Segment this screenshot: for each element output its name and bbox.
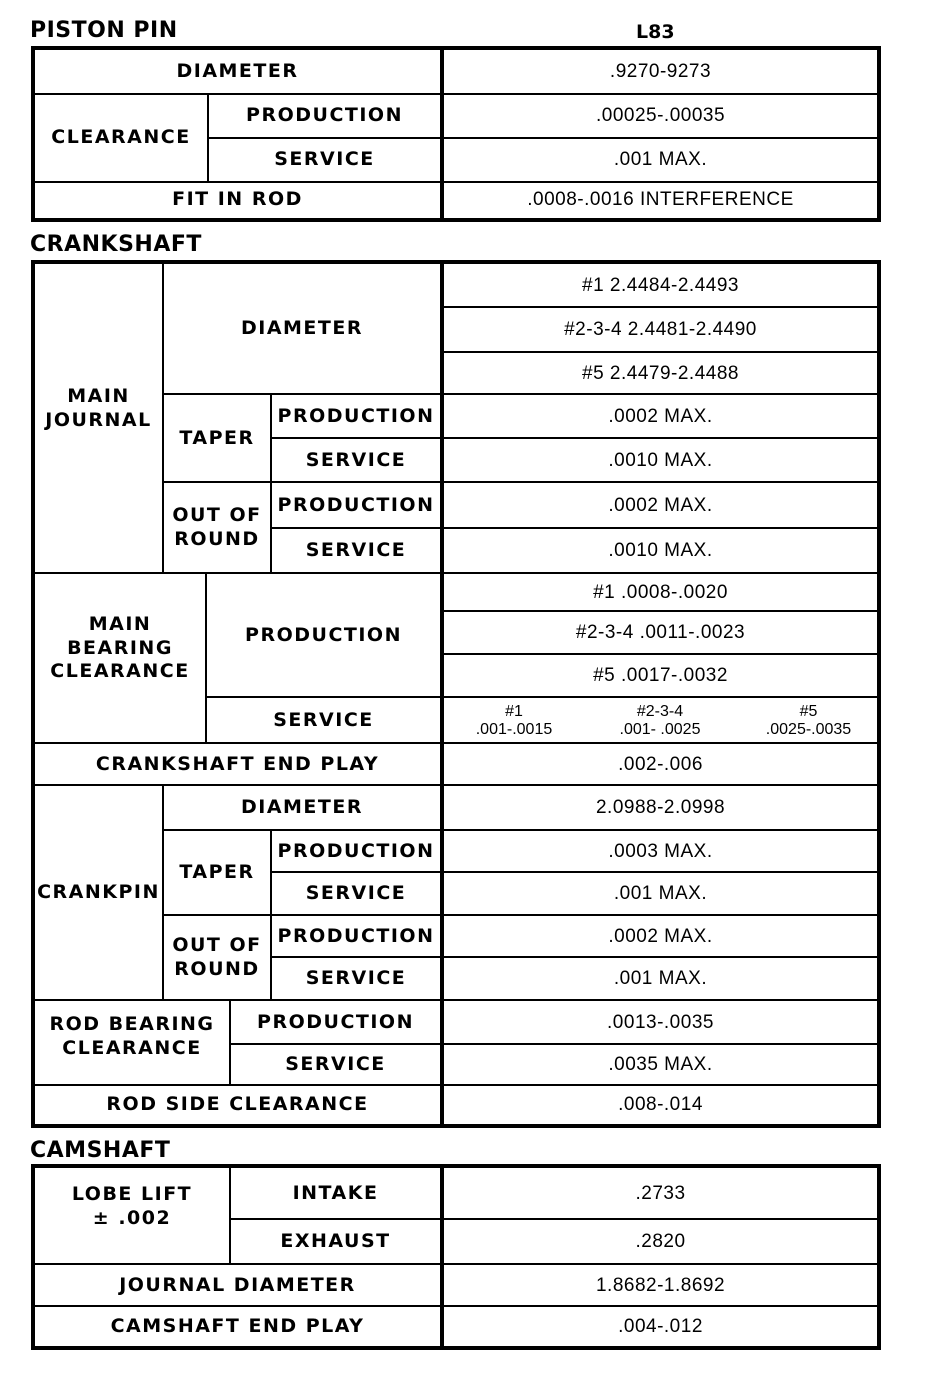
exhaust-value: .2820: [635, 1231, 686, 1253]
camshaft-table: [31, 1164, 881, 1350]
rod-side-clearance-label: ROD SIDE CLEARANCE: [106, 1093, 369, 1116]
service-range-2: .001- .0025: [619, 720, 701, 738]
crankshaft-end-play-label: CRANKSHAFT END PLAY: [95, 752, 380, 775]
lobe-lift-label: LOBE LIFT ± .002: [71, 1183, 193, 1229]
crankpin-label: CRANKPIN: [37, 881, 160, 904]
main-journal-diameter-value-2: #2-3-4 2.4481-2.4490: [564, 318, 757, 340]
camshaft-end-play-value: .004-.012: [618, 1315, 703, 1337]
main-journal-taper-service-value: .0010 MAX.: [608, 449, 713, 471]
rod-bearing-production-value: .0013-.0035: [607, 1011, 714, 1033]
main-journal-taper-production-label: PRODUCTION: [277, 404, 435, 427]
journal-diameter-value: 1.8682-1.8692: [595, 1274, 726, 1296]
piston-pin-heading: PISTON PIN: [30, 18, 178, 43]
main-bearing-service-label: SERVICE: [273, 708, 374, 731]
main-bearing-production-value-1: #1 .0008-.0020: [593, 581, 728, 603]
service-range-1: .001-.0015: [475, 720, 553, 738]
piston-pin-clearance-label: CLEARANCE: [51, 126, 191, 149]
main-journal-oor-service-value: .0010 MAX.: [608, 540, 713, 562]
camshaft-heading: CAMSHAFT: [30, 1138, 171, 1163]
crankpin-diameter-value: 2.0988-2.0998: [595, 797, 726, 819]
main-bearing-production-value-2: #2-3-4 .0011-.0023: [575, 622, 746, 644]
main-bearing-service-value-3: [740, 698, 877, 743]
piston-pin-production-label: PRODUCTION: [246, 104, 403, 127]
service-range-3: .0025-.0035: [765, 720, 852, 738]
crankpin-taper-service-value: .001 MAX.: [613, 883, 708, 905]
rod-bearing-service-label: SERVICE: [285, 1053, 386, 1076]
crankpin-oor-service-label: SERVICE: [305, 967, 407, 990]
main-journal-oor-production-label: PRODUCTION: [277, 493, 435, 516]
main-journal-diameter-value-3: #5 2.4479-2.4488: [582, 362, 739, 384]
main-journal-taper-service-label: SERVICE: [305, 448, 407, 471]
rod-bearing-clearance-label: ROD BEARING CLEARANCE: [49, 1013, 215, 1059]
piston-pin-table: [31, 46, 881, 222]
piston-pin-production-value: .00025-.00035: [595, 105, 726, 127]
piston-pin-service-value: .001 MAX.: [613, 149, 708, 171]
main-bearing-production-label: PRODUCTION: [245, 623, 402, 646]
exhaust-label: EXHAUST: [280, 1230, 391, 1253]
main-bearing-production-value-3: #5 .0017-.0032: [593, 665, 728, 687]
main-journal-taper-label: TAPER: [179, 426, 255, 449]
rod-bearing-service-value: .0035 MAX.: [608, 1054, 713, 1076]
main-journal-oor-production-value: .0002 MAX.: [608, 494, 713, 516]
crankpin-oor-service-value: .001 MAX.: [613, 968, 708, 990]
crankpin-taper-label: TAPER: [179, 861, 255, 884]
piston-pin-diameter-value: .9270-9273: [609, 61, 712, 83]
main-journal-taper-production-value: .0002 MAX.: [608, 405, 713, 427]
main-bearing-clearance-label: MAIN BEARING CLEARANCE: [50, 612, 190, 683]
main-bearing-service-value-1: [444, 698, 584, 743]
journal-diameter-label: JOURNAL DIAMETER: [119, 1273, 356, 1296]
crankpin-taper-production-value: .0003 MAX.: [608, 840, 713, 862]
crankpin-out-of-round-label: OUT OF ROUND: [172, 934, 262, 980]
intake-value: .2733: [635, 1182, 686, 1204]
engine-column-header: L83: [636, 21, 675, 43]
service-num-3: #5: [799, 702, 818, 720]
main-journal-out-of-round-label: OUT OF ROUND: [172, 504, 262, 550]
rod-bearing-production-label: PRODUCTION: [257, 1010, 414, 1033]
main-bearing-service-value-2: [590, 698, 730, 743]
piston-pin-diameter-label: DIAMETER: [176, 60, 299, 83]
main-journal-label: MAIN JOURNAL: [45, 384, 152, 431]
main-journal-diameter-label: DIAMETER: [240, 317, 363, 340]
crankpin-oor-production-label: PRODUCTION: [277, 924, 435, 947]
crankshaft-heading: CRANKSHAFT: [30, 232, 202, 257]
service-num-2: #2-3-4: [636, 702, 684, 720]
crankpin-diameter-label: DIAMETER: [240, 796, 363, 819]
piston-pin-fit-value: .0008-.0016 INTERFERENCE: [527, 189, 794, 211]
crankshaft-end-play-value: .002-.006: [618, 753, 703, 775]
piston-pin-fit-label: FIT IN ROD: [172, 188, 303, 211]
main-journal-oor-service-label: SERVICE: [305, 539, 407, 562]
piston-pin-service-label: SERVICE: [274, 148, 375, 171]
camshaft-end-play-label: CAMSHAFT END PLAY: [110, 1314, 365, 1337]
crankpin-oor-production-value: .0002 MAX.: [608, 925, 713, 947]
service-num-1: #1: [505, 702, 523, 720]
rod-side-clearance-value: .008-.014: [618, 1094, 703, 1116]
intake-label: INTAKE: [292, 1181, 379, 1204]
crankshaft-table: [31, 260, 881, 1128]
crankpin-taper-production-label: PRODUCTION: [277, 839, 435, 862]
main-journal-diameter-value-1: #1 2.4484-2.4493: [582, 274, 739, 296]
crankpin-taper-service-label: SERVICE: [305, 882, 407, 905]
